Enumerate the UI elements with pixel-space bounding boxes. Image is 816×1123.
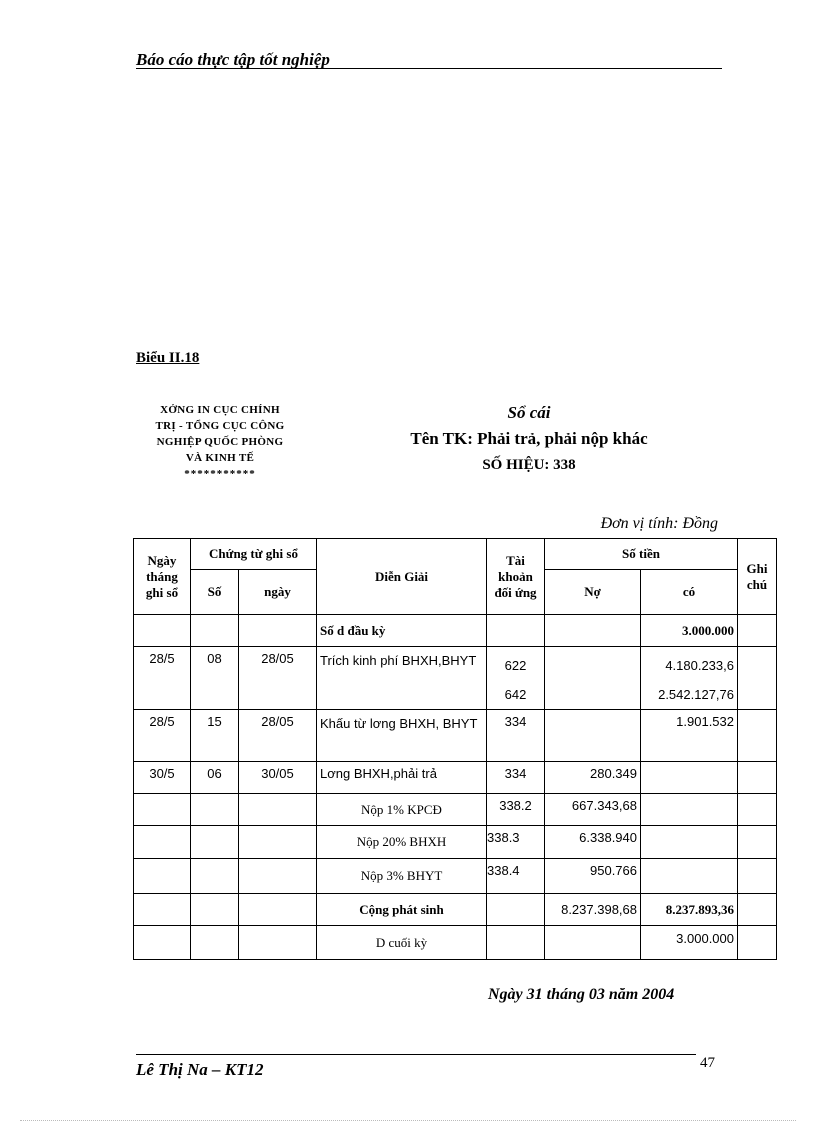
ledger-book-title: Sổ cái bbox=[507, 403, 551, 422]
header-date: Ngày tháng ghi sổ bbox=[134, 539, 191, 615]
header-voucher: Chứng từ ghi sổ bbox=[191, 539, 317, 570]
opening-credit: 3.000.000 bbox=[641, 615, 738, 647]
total-debit: 8.237.398,68 bbox=[545, 894, 641, 926]
table-row: Nộp 3% BHYT 338.4 950.766 bbox=[134, 859, 777, 894]
credit-amount: 2.542.127,76 bbox=[658, 687, 734, 702]
header-divider bbox=[136, 68, 722, 69]
table-row: 28/5 15 28/05 Khấu từ lơng BHXH, BHYT 334 1.901.532 bbox=[134, 710, 777, 762]
org-line: TRỊ - TỔNG CỤC CÔNG bbox=[155, 420, 285, 432]
account-code: 622 bbox=[504, 658, 527, 673]
opening-balance-row bbox=[134, 615, 777, 647]
closing-credit: 3.000.000 bbox=[641, 926, 738, 960]
account-number: SỐ HIỆU: 338 bbox=[482, 457, 576, 473]
total-row bbox=[134, 894, 777, 926]
header-description: Diễn Giải bbox=[317, 539, 487, 615]
header-account: Tài khoản đối ứng bbox=[487, 539, 545, 615]
table-row: 30/5 06 30/05 Lơng BHXH,phải trả 334 280.349 bbox=[134, 762, 777, 794]
header-credit: có bbox=[641, 570, 738, 615]
footer-divider bbox=[136, 1054, 696, 1055]
org-stars: *********** bbox=[184, 468, 256, 480]
opening-label: Số d đầu kỳ bbox=[317, 615, 487, 647]
currency-unit: Đơn vị tính: Đồng bbox=[600, 515, 718, 532]
table-row: 28/5 08 28/05 Trích kinh phí BHXH,BHYT 622 642 4.180.233,6 2.542.127,76 bbox=[134, 647, 777, 710]
account-code: 642 bbox=[504, 687, 527, 702]
ledger-title-block bbox=[370, 400, 688, 478]
account-name: Tên TK: Phải trả, phải nộp khác bbox=[410, 429, 648, 448]
header-note: Ghi chú bbox=[738, 539, 777, 615]
org-line: XỞNG IN CỤC CHÍNH bbox=[160, 404, 280, 416]
report-date: Ngày 31 tháng 03 năm 2004 bbox=[488, 986, 675, 1003]
report-header-title: Báo cáo thực tập tốt nghiệp bbox=[136, 50, 330, 69]
total-label: Cộng phát sinh bbox=[317, 894, 487, 926]
organization-block bbox=[132, 402, 308, 482]
page-bottom-border bbox=[20, 1120, 796, 1121]
org-line: VÀ KINH TẾ bbox=[185, 452, 255, 464]
total-credit: 8.237.893,36 bbox=[641, 894, 738, 926]
credit-amount: 4.180.233,6 bbox=[665, 658, 734, 673]
closing-balance-row bbox=[134, 926, 777, 960]
table-row: Nộp 1% KPCĐ 338.2 667.343,68 bbox=[134, 794, 777, 826]
form-label: Biểu II.18 bbox=[136, 350, 200, 366]
header-voucher-no: Số bbox=[191, 570, 239, 615]
header-amount: Số tiền bbox=[545, 539, 738, 570]
closing-label: D cuối kỳ bbox=[317, 926, 487, 960]
author-name: Lê Thị Na – KT12 bbox=[136, 1060, 264, 1079]
table-row: Nộp 20% BHXH 338.3 6.338.940 bbox=[134, 826, 777, 859]
header-debit: Nợ bbox=[545, 570, 641, 615]
org-line: NGHIỆP QUỐC PHÒNG bbox=[156, 436, 284, 448]
page-number: 47 bbox=[700, 1055, 715, 1071]
ledger-table bbox=[133, 538, 777, 960]
header-voucher-date: ngày bbox=[239, 570, 317, 615]
